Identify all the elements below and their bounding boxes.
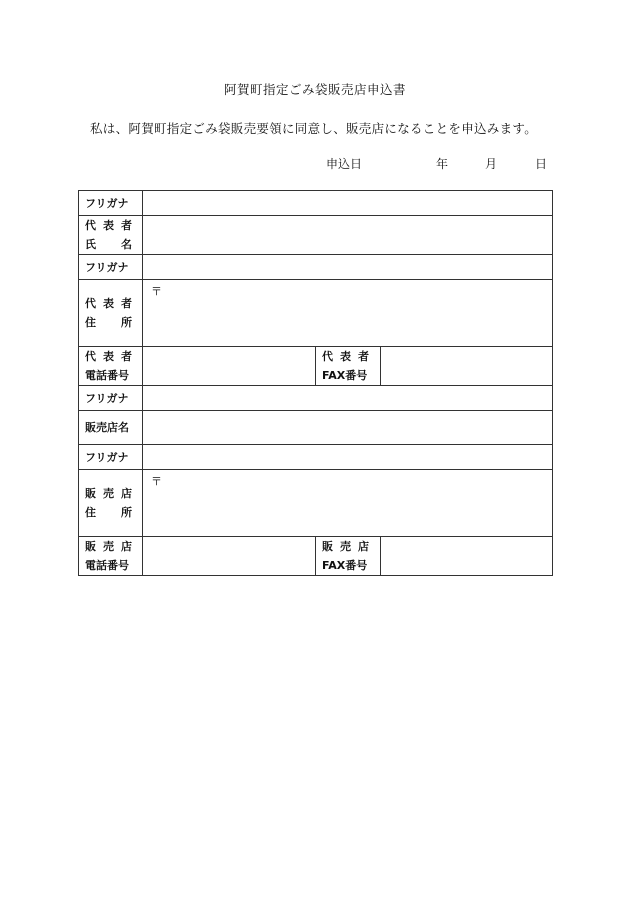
date-month-label: 月 <box>485 157 498 171</box>
rep-address-furigana-field[interactable] <box>143 255 553 280</box>
postal-mark-icon: 〒 <box>151 285 162 298</box>
shop-fax-field[interactable] <box>381 537 553 576</box>
rep-address-field[interactable] <box>143 280 553 347</box>
date-year-label: 年 <box>436 157 449 171</box>
shop-fax-label: 販 売 店 FAX番号 <box>316 537 381 576</box>
document-title: 阿賀町指定ごみ袋販売店申込書 <box>223 82 406 97</box>
rep-furigana-label: フリガナ <box>79 191 143 216</box>
shop-contact-row <box>79 537 553 576</box>
shop-furigana-row <box>79 386 553 411</box>
shop-furigana-label: フリガナ <box>79 386 143 411</box>
application-date-line <box>0 155 630 171</box>
declaration-text: 私は、阿賀町指定ごみ袋販売要領に同意し、販売店になることを申込みます。 <box>90 121 538 136</box>
rep-name-row <box>79 216 553 255</box>
rep-furigana-row <box>79 191 553 216</box>
rep-phone-label: 代 表 者 電話番号 <box>79 347 143 386</box>
shop-phone-field[interactable] <box>143 537 316 576</box>
shop-address-row <box>79 470 553 537</box>
postal-mark-icon: 〒 <box>151 475 162 488</box>
application-form-table <box>78 190 553 576</box>
shop-address-furigana-field[interactable] <box>143 445 553 470</box>
rep-address-furigana-row <box>79 255 553 280</box>
shop-address-furigana-row <box>79 445 553 470</box>
rep-furigana-field[interactable] <box>143 191 553 216</box>
rep-contact-row <box>79 347 553 386</box>
shop-furigana-field[interactable] <box>143 386 553 411</box>
rep-address-label: 代 表 者 住 所 <box>79 280 143 347</box>
rep-address-row <box>79 280 553 347</box>
rep-name-field[interactable] <box>143 216 553 255</box>
rep-fax-label: 代 表 者 FAX番号 <box>316 347 381 386</box>
rep-fax-field[interactable] <box>381 347 553 386</box>
shop-address-label: 販 売 店 住 所 <box>79 470 143 537</box>
application-date-label: 申込日 <box>326 157 363 171</box>
shop-name-field[interactable] <box>143 411 553 445</box>
rep-address-furigana-label: フリガナ <box>79 255 143 280</box>
shop-phone-label: 販 売 店 電話番号 <box>79 537 143 576</box>
rep-phone-field[interactable] <box>143 347 316 386</box>
rep-name-label: 代 表 者 氏 名 <box>79 216 143 255</box>
shop-address-field[interactable] <box>143 470 553 537</box>
shop-name-label: 販売店名 <box>79 411 143 445</box>
shop-name-row <box>79 411 553 445</box>
shop-address-furigana-label: フリガナ <box>79 445 143 470</box>
date-day-label: 日 <box>535 157 548 171</box>
